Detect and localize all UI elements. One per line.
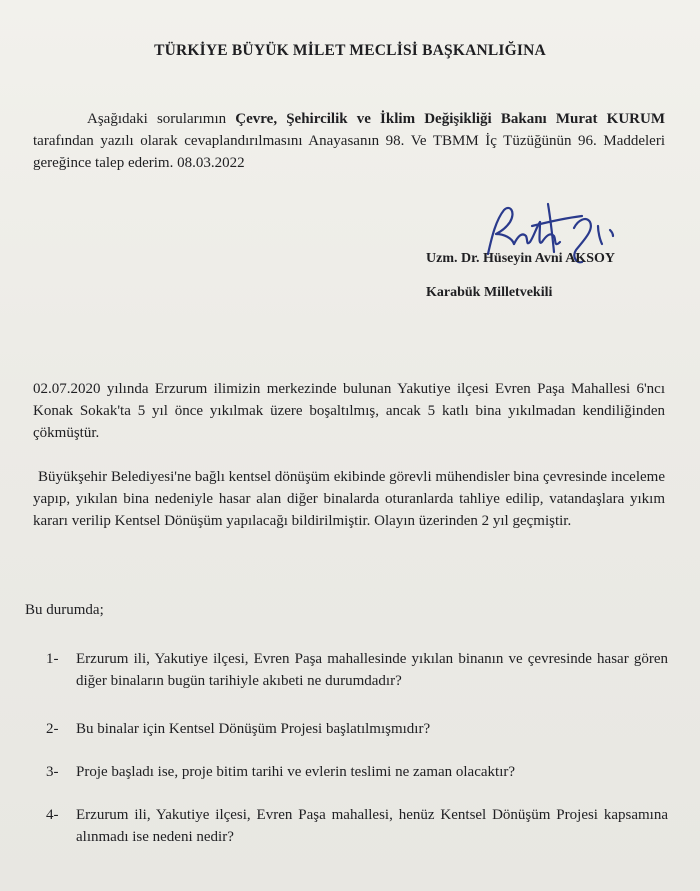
question-number: 3- <box>46 764 59 780</box>
intro-text-after: tarafından yazılı olarak cevaplandırılmasını Anayasanın 98. Ve TBMM İç Tüzüğünün 96. Maddeleri gereğince talep ederim. 08.03.2022 <box>33 133 665 171</box>
question-text: Bu binalar için Kentsel Dönüşüm Projesi başlatılmışmıdır? <box>76 721 431 737</box>
minister-name: Çevre, Şehircilik ve İklim Değişikliği Bakanı Murat KURUM <box>235 111 665 127</box>
questions-intro: Bu durumda; <box>25 602 104 618</box>
question-text: Proje başladı ise, proje bitim tarihi ve evlerin teslimi ne zaman olacaktır? <box>76 764 516 780</box>
body-paragraph-2-text: Büyükşehir Belediyesi'ne bağlı kentsel dönüşüm ekibinde görevli mühendisler bina çevresinde inceleme yapıp, yıkılan bina nedeniyle hasar alan diğer binalarda oturanlarda tahliye edilip, vatandaşlara yıkım kararı verilip Kentsel Dönüşüm yapılacağı bildirilmiştir. Olayın üzerinden 2 yıl geçmiştir. <box>33 469 665 529</box>
signer-role: Karabük Milletvekili <box>426 285 553 300</box>
document-title: TÜRKİYE BÜYÜK MİLET MECLİSİ BAŞKANLIĞINA <box>154 42 546 59</box>
body-paragraph-1: 02.07.2020 yılında Erzurum ilimizin merkezinde bulunan Yakutiye ilçesi Evren Paşa Mahallesi 6'ncı Konak Sokak'ta 5 yıl önce yıkılmak üzere boşaltılmış, ancak 5 katlı bina yıkılmadan kendiliğinden çökmüştür. <box>33 381 665 441</box>
body-paragraph-2 <box>33 466 665 532</box>
question-number: 1- <box>46 651 59 667</box>
question-text: Erzurum ili, Yakutiye ilçesi, Evren Paşa mahallesinde yıkılan binanın ve çevresinde hasar gören diğer binaların bugün tarihiyle akıbeti ne durumdadır? <box>76 651 668 689</box>
intro-text-before: Aşağıdaki sorularımın <box>87 111 236 127</box>
question-number: 2- <box>46 721 59 737</box>
intro-paragraph <box>33 108 665 174</box>
question-text: Erzurum ili, Yakutiye ilçesi, Evren Paşa mahallesi, henüz Kentsel Dönüşüm Projesi kapsamına alınmadı ise nedeni nedir? <box>76 807 668 845</box>
signer-name: Uzm. Dr. Hüseyin Avni AKSOY <box>426 251 616 266</box>
question-number: 4- <box>46 807 59 823</box>
